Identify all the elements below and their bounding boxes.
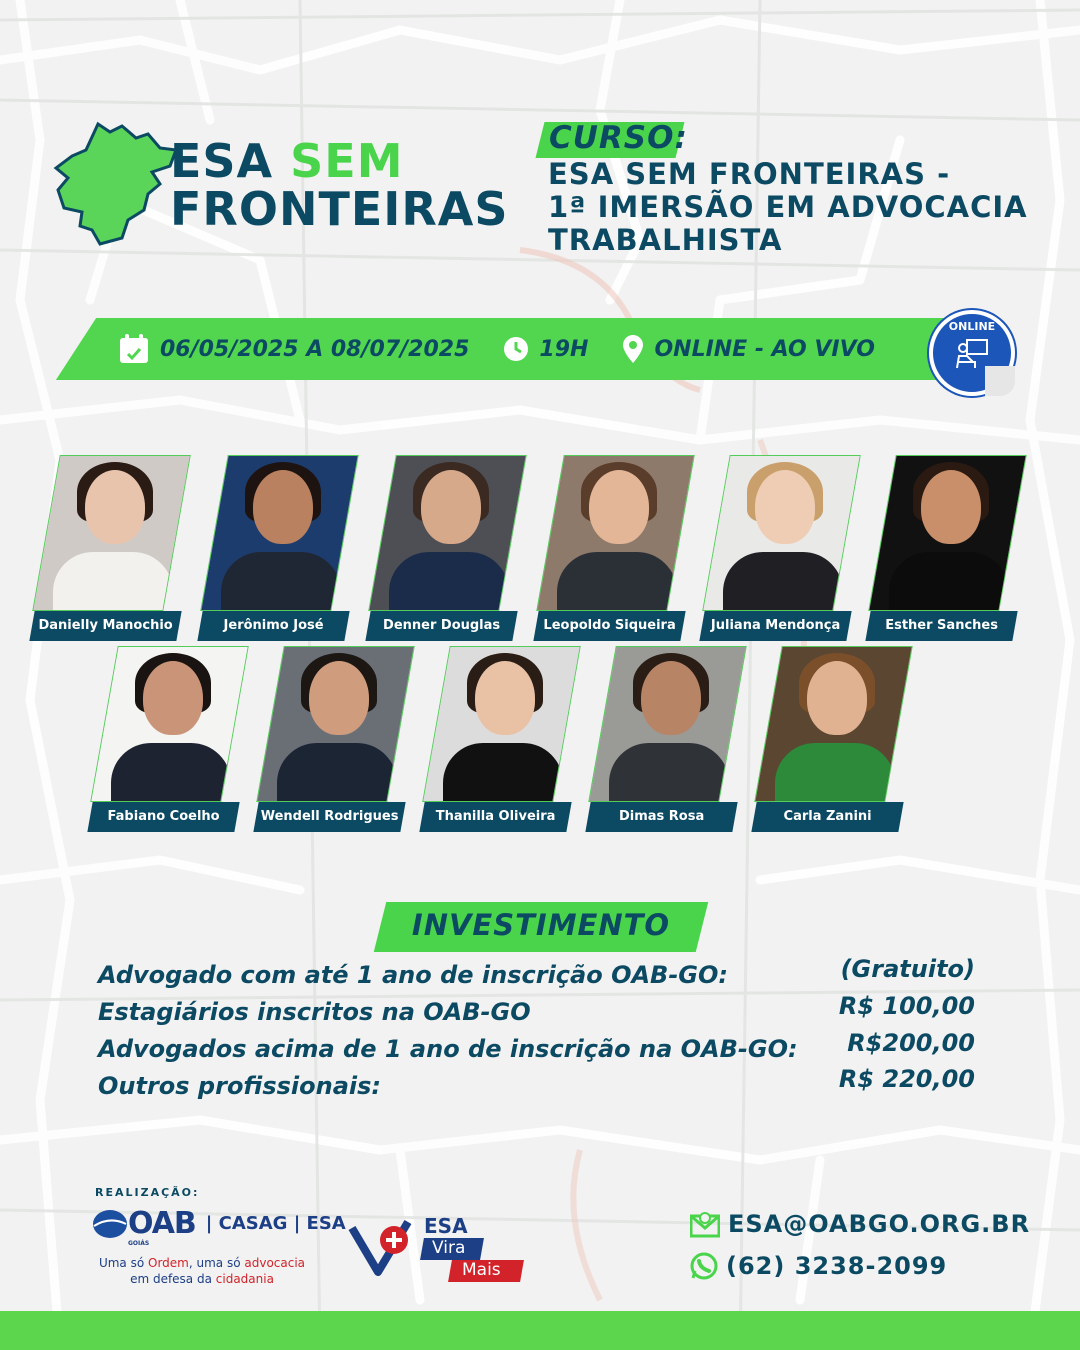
speaker-face (755, 470, 815, 544)
speaker-photo (423, 647, 580, 801)
course-title-line2: 1ª IMERSÃO EM ADVOCACIA (548, 190, 1028, 224)
contact-phone[interactable] (690, 1252, 947, 1280)
speaker-name: Carla Zanini (783, 809, 872, 824)
speaker-photo (257, 647, 414, 801)
investment-value-4: R$ 220,00 (838, 1065, 975, 1093)
slogan-2b: cidadania (215, 1272, 274, 1286)
realizacao-label: REALIZAÇÃO: (95, 1186, 200, 1199)
course-tag: CURSO: (549, 120, 688, 156)
event-dates: 06/05/2025 A 08/07/2025 (160, 336, 470, 362)
speaker-card (32, 455, 177, 633)
speaker-name-tag (365, 611, 517, 641)
speaker-name: Denner Douglas (383, 618, 501, 633)
speaker-name-tag (419, 802, 571, 832)
slogan-1c: , uma só (188, 1256, 245, 1270)
speaker-body (277, 743, 397, 802)
speaker-name: Leopoldo Siqueira (543, 618, 676, 633)
speaker-body (609, 743, 729, 802)
event-time: 19H (539, 336, 589, 362)
esa-vira-mais-mark (348, 1212, 420, 1276)
event-location: ONLINE - AO VIVO (654, 336, 875, 362)
speaker-body (443, 743, 563, 802)
esa-vira-mais-logo (348, 1212, 528, 1282)
online-class-icon (955, 336, 991, 370)
speaker-name: Dimas Rosa (618, 809, 705, 824)
speaker-photo (91, 647, 248, 801)
speaker-name: Jerônimo José (223, 618, 324, 633)
speaker-face (641, 661, 701, 735)
slogan (92, 1255, 312, 1287)
speaker-photo-frame (754, 646, 913, 802)
email-text: ESA@OABGO.ORG.BR (728, 1210, 1031, 1238)
speaker-face (475, 661, 535, 735)
speaker-photo-frame (536, 455, 695, 611)
speaker-name-tag (699, 611, 851, 641)
speaker-card (754, 646, 899, 824)
speaker-photo-frame (256, 646, 415, 802)
esa-vira-label: ESA (424, 1214, 468, 1238)
contact-email[interactable] (690, 1210, 1030, 1238)
speaker-body (111, 743, 231, 802)
footer-bar (0, 1311, 1080, 1350)
speaker-photo-frame (90, 646, 249, 802)
speaker-face (421, 470, 481, 544)
speaker-face (143, 661, 203, 735)
speaker-photo (589, 647, 746, 801)
course-title-line1: ESA SEM FRONTEIRAS - (548, 157, 951, 191)
speaker-name-tag (585, 802, 737, 832)
speaker-photo (33, 456, 190, 610)
speaker-photo-frame (368, 455, 527, 611)
investment-label-4: Outros profissionais: (98, 1072, 381, 1100)
mais-label: Mais (462, 1260, 501, 1280)
speaker-card (368, 455, 513, 633)
location-pin-icon (622, 334, 644, 364)
speaker-photo (703, 456, 860, 610)
speaker-photo (755, 647, 912, 801)
speaker-body (53, 552, 173, 611)
partners-text: | CASAG | ESA (205, 1213, 346, 1234)
speaker-name-tag (533, 611, 685, 641)
speaker-body (775, 743, 895, 802)
oab-sub: GOIÁS (128, 1240, 150, 1247)
speaker-face (309, 661, 369, 735)
investment-value-3: R$200,00 (847, 1029, 975, 1057)
speaker-card (702, 455, 847, 633)
speaker-card (536, 455, 681, 633)
speaker-name-tag (865, 611, 1017, 641)
speaker-name-tag (751, 802, 903, 832)
investment-value-2: R$ 100,00 (838, 992, 975, 1020)
goias-map-icon (52, 120, 182, 248)
speaker-name-tag (253, 802, 405, 832)
speaker-card (200, 455, 345, 633)
speaker-card (422, 646, 567, 824)
speaker-photo-frame (868, 455, 1027, 611)
speaker-name-tag (29, 611, 181, 641)
speaker-photo (869, 456, 1026, 610)
speaker-card (868, 455, 1013, 633)
slogan-1a: Uma só (98, 1256, 149, 1270)
investment-label-2: Estagiários inscritos na OAB-GO (98, 998, 531, 1026)
speaker-photo-frame (32, 455, 191, 611)
phone-text: (62) 3238-2099 (726, 1252, 948, 1280)
speaker-face (85, 470, 145, 544)
vira-label: Vira (432, 1238, 466, 1258)
course-title (548, 158, 1048, 257)
logo-esa: ESA (170, 134, 274, 188)
logo-fronteiras: FRONTEIRAS (170, 182, 509, 236)
speaker-photo (537, 456, 694, 610)
speaker-name: Danielly Manochio (38, 618, 173, 633)
course-title-line3: TRABALHISTA (548, 223, 783, 257)
speaker-body (557, 552, 677, 611)
speaker-card (90, 646, 235, 824)
speaker-name: Juliana Mendonça (710, 618, 841, 633)
oab-text: OAB (128, 1206, 196, 1241)
investment-label-1: Advogado com até 1 ano de inscrição OAB-GO: (98, 961, 728, 989)
online-badge-label: ONLINE (948, 320, 996, 333)
oab-logo (92, 1206, 346, 1247)
speaker-name: Fabiano Coelho (107, 809, 220, 824)
speaker-name-tag (197, 611, 349, 641)
whatsapp-icon (690, 1252, 718, 1280)
speaker-name-tag (87, 802, 239, 832)
speaker-body (221, 552, 341, 611)
speaker-name: Thanilla Oliveira (435, 809, 556, 824)
speaker-card (256, 646, 401, 824)
investment-label-3: Advogados acima de 1 ano de inscrição na OAB-GO: (98, 1035, 798, 1063)
speaker-photo-frame (588, 646, 747, 802)
slogan-2a: em defesa da (130, 1272, 216, 1286)
badge-curl (985, 366, 1015, 396)
speaker-face (921, 470, 981, 544)
speaker-face (807, 661, 867, 735)
oab-globe-icon (92, 1208, 128, 1240)
calendar-icon (118, 333, 150, 365)
speaker-card (588, 646, 733, 824)
logo-sem: SEM (290, 134, 404, 188)
clock-icon (503, 336, 529, 362)
speaker-photo (369, 456, 526, 610)
speaker-body (723, 552, 843, 611)
speaker-face (589, 470, 649, 544)
speaker-photo-frame (422, 646, 581, 802)
investment-title: INVESTIMENTO (411, 908, 671, 942)
event-info (118, 318, 909, 380)
speaker-name: Esther Sanches (885, 618, 998, 633)
email-icon (690, 1210, 720, 1238)
logo-title (170, 134, 509, 236)
speaker-body (389, 552, 509, 611)
slogan-1b: Ordem (148, 1256, 189, 1270)
speaker-photo-frame (200, 455, 359, 611)
speaker-photo (201, 456, 358, 610)
speaker-body (889, 552, 1009, 611)
slogan-1d: advocacia (244, 1256, 306, 1270)
investment-value-1: (Gratuito) (840, 955, 975, 983)
speaker-photo-frame (702, 455, 861, 611)
speaker-name: Wendell Rodrigues (260, 809, 399, 824)
speaker-face (253, 470, 313, 544)
online-badge (929, 310, 1015, 396)
